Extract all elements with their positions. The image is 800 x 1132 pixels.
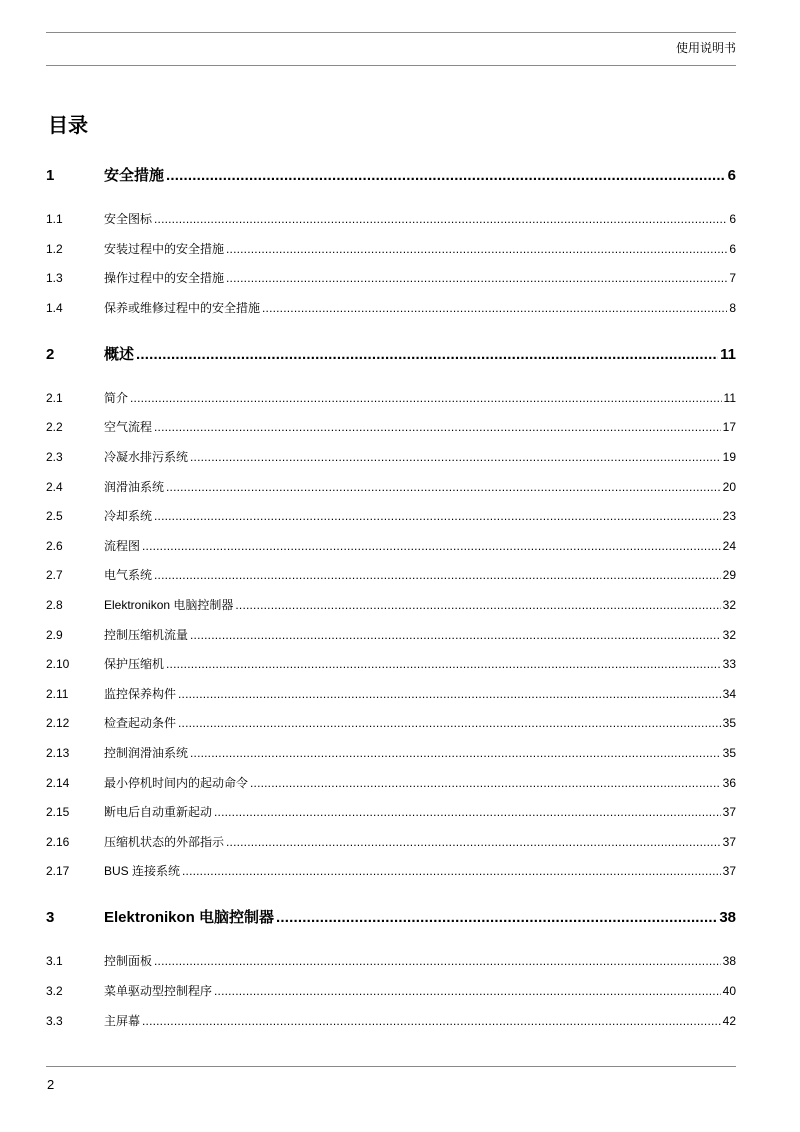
toc-chapter-entry[interactable]	[46, 908, 736, 928]
toc-section-entry[interactable]	[46, 685, 736, 703]
toc-section-entry[interactable]	[46, 269, 736, 287]
toc-section-entry[interactable]	[46, 952, 736, 970]
toc-entry-number: 1	[46, 167, 55, 184]
toc-dot-leader	[166, 655, 721, 673]
toc-entry-number: 2.3	[46, 450, 63, 464]
toc-entry-number: 3.1	[46, 954, 63, 968]
toc-entry-page[interactable]: 6	[729, 212, 736, 226]
toc-entry-title[interactable]: 保护压缩机	[104, 657, 165, 671]
toc-entry-number: 2.16	[46, 835, 70, 849]
toc-dot-leader	[235, 596, 720, 614]
toc-dot-leader	[226, 269, 727, 287]
toc-entry-number: 3.3	[46, 1014, 63, 1028]
toc-entry-title[interactable]: 控制面板	[104, 954, 153, 968]
toc-entry-number: 2.1	[46, 391, 63, 405]
toc-entry-page[interactable]: 35	[722, 746, 736, 760]
toc-dot-leader	[190, 448, 721, 466]
toc-dot-leader	[130, 389, 722, 407]
toc-section-entry[interactable]	[46, 240, 736, 258]
toc-dot-leader	[154, 566, 721, 584]
toc-section-entry[interactable]	[46, 862, 736, 880]
toc-entry-number: 2.13	[46, 746, 70, 760]
toc-entry-title[interactable]: 安装过程中的安全措施	[104, 242, 225, 256]
toc-entry-title[interactable]: 安全图标	[104, 212, 153, 226]
toc-entry-number: 2.9	[46, 628, 63, 642]
toc-section-entry[interactable]	[46, 596, 736, 614]
toc-entry-title[interactable]: 检查起动条件	[104, 716, 177, 730]
toc-entry-title[interactable]: 流程图	[104, 539, 141, 553]
toc-entry-number: 2.8	[46, 598, 63, 612]
toc-section-entry[interactable]	[46, 714, 736, 732]
toc-dot-leader	[214, 982, 721, 1000]
toc-entry-page[interactable]: 24	[722, 539, 736, 553]
toc-entry-title[interactable]: 操作过程中的安全措施	[104, 271, 225, 285]
toc-entry-title[interactable]: 控制压缩机流量	[104, 628, 189, 642]
toc-dot-leader	[190, 626, 721, 644]
toc-section-entry[interactable]	[46, 299, 736, 317]
toc-entry-page[interactable]: 32	[722, 628, 736, 642]
document-title: 使用说明书	[675, 41, 736, 55]
toc-entry-number: 2.15	[46, 805, 70, 819]
toc-dot-leader	[190, 744, 721, 762]
toc-chapter-entry[interactable]	[46, 345, 736, 365]
toc-entry-number: 2.10	[46, 657, 70, 671]
toc-entry-title[interactable]: 电气系统	[104, 568, 153, 582]
toc-entry-page[interactable]: 38	[719, 909, 736, 926]
toc-section-entry[interactable]	[46, 774, 736, 792]
toc-entry-title[interactable]: 压缩机状态的外部指示	[104, 835, 225, 849]
toc-entry-page[interactable]: 7	[729, 271, 736, 285]
toc-entry-page[interactable]: 23	[722, 509, 736, 523]
toc-entry-number: 3	[46, 909, 55, 926]
toc-entry-title[interactable]: 安全措施	[104, 167, 165, 184]
toc-entry-title[interactable]: 简介	[104, 391, 129, 405]
toc-section-entry[interactable]	[46, 507, 736, 525]
toc-entry-page[interactable]: 33	[722, 657, 736, 671]
toc-entry-number: 1.1	[46, 212, 63, 226]
page-number: 2	[47, 1077, 55, 1092]
toc-entry-page[interactable]: 17	[722, 420, 736, 434]
toc-entry-page[interactable]: 32	[722, 598, 736, 612]
footer-rule	[46, 1066, 736, 1067]
toc-dot-leader	[154, 210, 727, 228]
toc-entry-page[interactable]: 37	[722, 864, 736, 878]
toc-entry-title[interactable]: 空气流程	[104, 420, 153, 434]
toc-entry-number: 2.11	[46, 687, 69, 701]
toc-section-entry[interactable]	[46, 655, 736, 673]
toc-heading: 目录	[48, 115, 88, 137]
toc-section-entry[interactable]	[46, 744, 736, 762]
toc-entry-number: 2.12	[46, 716, 70, 730]
toc-entry-page[interactable]: 19	[722, 450, 736, 464]
toc-entry-title[interactable]: 保养或维修过程中的安全措施	[104, 301, 261, 315]
toc-section-entry[interactable]	[46, 478, 736, 496]
toc-dot-leader	[178, 685, 721, 703]
toc-entry-page[interactable]: 6	[729, 242, 736, 256]
toc-dot-leader	[276, 908, 717, 928]
toc-entry-title[interactable]: 冷却系统	[104, 509, 153, 523]
toc-entry-page[interactable]: 11	[720, 346, 736, 363]
toc-dot-leader	[136, 345, 718, 365]
toc-entry-page[interactable]: 35	[722, 716, 736, 730]
toc-entry-title[interactable]: 冷凝水排污系统	[104, 450, 189, 464]
toc-entry-page[interactable]: 42	[722, 1014, 736, 1028]
toc-entry-number: 2.2	[46, 420, 63, 434]
toc-dot-leader	[154, 418, 721, 436]
toc-entry-number: 2	[46, 346, 55, 363]
toc-chapter-entry[interactable]	[46, 166, 736, 186]
toc-dot-leader	[262, 299, 727, 317]
toc-entry-number: 1.2	[46, 242, 63, 256]
toc-entry-number: 3.2	[46, 984, 63, 998]
toc-entry-page[interactable]: 37	[722, 835, 736, 849]
toc-dot-leader	[182, 862, 721, 880]
toc-entry-page[interactable]: 11	[723, 391, 736, 405]
toc-section-entry[interactable]	[46, 833, 736, 851]
toc-entry-title[interactable]: 控制润滑油系统	[104, 746, 189, 760]
toc-dot-leader	[166, 478, 721, 496]
toc-entry-number: 2.17	[46, 864, 70, 878]
toc-entry-page[interactable]: 36	[722, 776, 736, 790]
toc-dot-leader	[154, 507, 721, 525]
toc-dot-leader	[166, 166, 726, 186]
toc-entry-title[interactable]: BUS 连接系统	[104, 864, 181, 878]
toc-entry-title[interactable]: 润滑油系统	[104, 480, 165, 494]
toc-entry-title[interactable]: 菜单驱动型控制程序	[104, 984, 213, 998]
toc-entry-page[interactable]: 40	[722, 984, 736, 998]
toc-entry-number: 2.14	[46, 776, 70, 790]
toc-entry-number: 2.6	[46, 539, 63, 553]
toc-dot-leader	[226, 833, 721, 851]
toc-entry-title[interactable]: 监控保养构件	[104, 687, 177, 701]
toc-entry-page[interactable]: 8	[729, 301, 736, 315]
toc-section-entry[interactable]	[46, 566, 736, 584]
toc-dot-leader	[154, 952, 721, 970]
toc-entry-title[interactable]: 断电后自动重新起动	[104, 805, 213, 819]
toc-section-entry[interactable]	[46, 389, 736, 407]
toc-section-entry[interactable]	[46, 448, 736, 466]
toc-entry-title[interactable]: 概述	[104, 346, 135, 363]
toc-entry-page[interactable]: 34	[722, 687, 736, 701]
toc-dot-leader	[214, 803, 721, 821]
toc-dot-leader	[142, 537, 721, 555]
toc-section-entry[interactable]	[46, 982, 736, 1000]
toc-entry-page[interactable]: 29	[722, 568, 736, 582]
toc-entry-number: 1.3	[46, 271, 63, 285]
toc-entry-number: 1.4	[46, 301, 63, 315]
toc-entry-page[interactable]: 38	[722, 954, 736, 968]
toc-section-entry[interactable]	[46, 626, 736, 644]
toc-entry-page[interactable]: 6	[727, 167, 736, 184]
toc-section-entry[interactable]	[46, 1012, 736, 1030]
toc-section-entry[interactable]	[46, 210, 736, 228]
toc-entry-title[interactable]: Elektronikon 电脑控制器	[104, 598, 234, 612]
toc-entry-title[interactable]: Elektronikon 电脑控制器	[104, 909, 275, 926]
toc-entry-page[interactable]: 20	[722, 480, 736, 494]
toc-entry-number: 2.5	[46, 509, 63, 523]
toc-section-entry[interactable]	[46, 803, 736, 821]
toc-dot-leader	[250, 774, 721, 792]
toc-entry-number: 2.7	[46, 568, 63, 582]
toc-entry-number: 2.4	[46, 480, 63, 494]
toc-dot-leader	[226, 240, 727, 258]
toc-entry-page[interactable]: 37	[722, 805, 736, 819]
toc-dot-leader	[142, 1012, 721, 1030]
toc-dot-leader	[178, 714, 721, 732]
toc-section-entry[interactable]	[46, 418, 736, 436]
toc-entry-title[interactable]: 最小停机时间内的起动命令	[104, 776, 249, 790]
toc-section-entry[interactable]	[46, 537, 736, 555]
toc-entry-title[interactable]: 主屏幕	[104, 1014, 141, 1028]
